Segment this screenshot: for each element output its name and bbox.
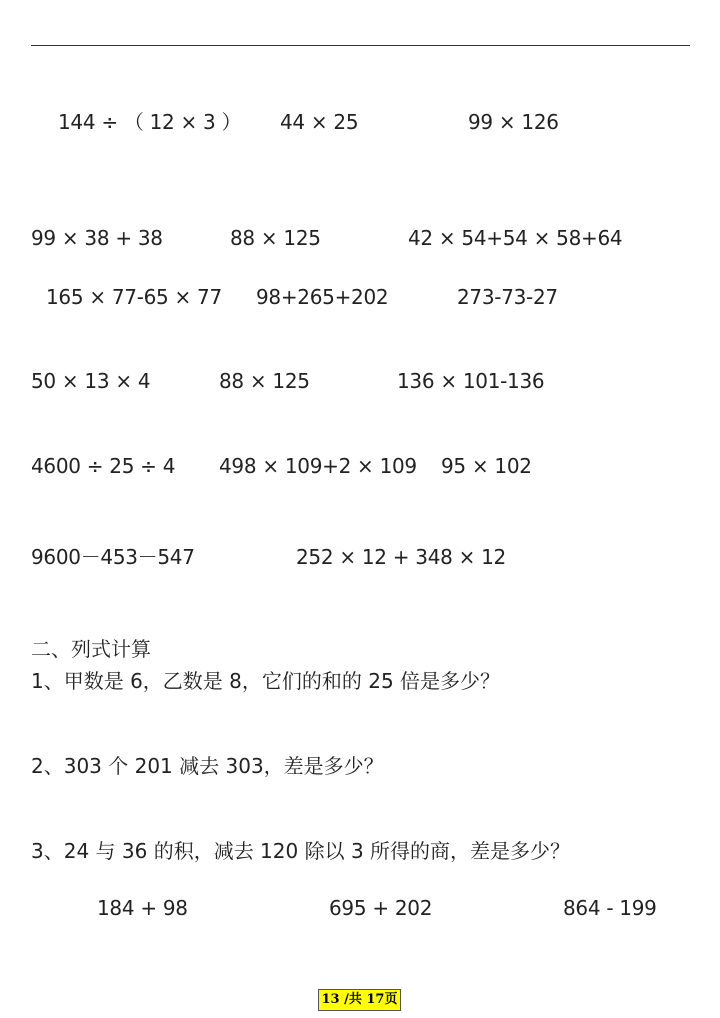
word-problem-2: 2、303 个 201 减去 303，差是多少？ bbox=[31, 754, 384, 778]
expression-item: 136 × 101-136 bbox=[397, 369, 545, 393]
section-heading: 二、列式计算 bbox=[31, 637, 151, 661]
word-problem-3: 3、24 与 36 的积，减去 120 除以 3 所得的商，差是多少？ bbox=[31, 839, 571, 863]
expression-item: 50 × 13 × 4 bbox=[31, 369, 151, 393]
expression-item: 864 - 199 bbox=[563, 896, 657, 920]
expression-item: 695 + 202 bbox=[329, 896, 433, 920]
expression-item: 98+265+202 bbox=[256, 285, 389, 309]
expression-item: 44 × 25 bbox=[280, 110, 359, 134]
expression-item: 144 ÷ （ 12 × 3 ） bbox=[58, 110, 242, 134]
expression-item: 99 × 126 bbox=[468, 110, 559, 134]
word-problem-1: 1、甲数是 6，乙数是 8，它们的和的 25 倍是多少？ bbox=[31, 669, 501, 693]
expression-item: 88 × 125 bbox=[219, 369, 310, 393]
expression-item: 9600－453－547 bbox=[31, 545, 195, 569]
expression-item: 4600 ÷ 25 ÷ 4 bbox=[31, 454, 176, 478]
expression-item: 184 + 98 bbox=[97, 896, 188, 920]
expression-item: 165 × 77-65 × 77 bbox=[46, 285, 222, 309]
expression-item: 95 × 102 bbox=[441, 454, 532, 478]
expression-item: 498 × 109+2 × 109 bbox=[219, 454, 417, 478]
expression-item: 252 × 12 + 348 × 12 bbox=[296, 545, 506, 569]
header-rule bbox=[31, 45, 690, 46]
expression-item: 88 × 125 bbox=[230, 226, 321, 250]
page-number: 13 /共 17页 bbox=[318, 989, 401, 1011]
expression-item: 273-73-27 bbox=[457, 285, 558, 309]
expression-item: 99 × 38 + 38 bbox=[31, 226, 163, 250]
expression-item: 42 × 54+54 × 58+64 bbox=[408, 226, 623, 250]
